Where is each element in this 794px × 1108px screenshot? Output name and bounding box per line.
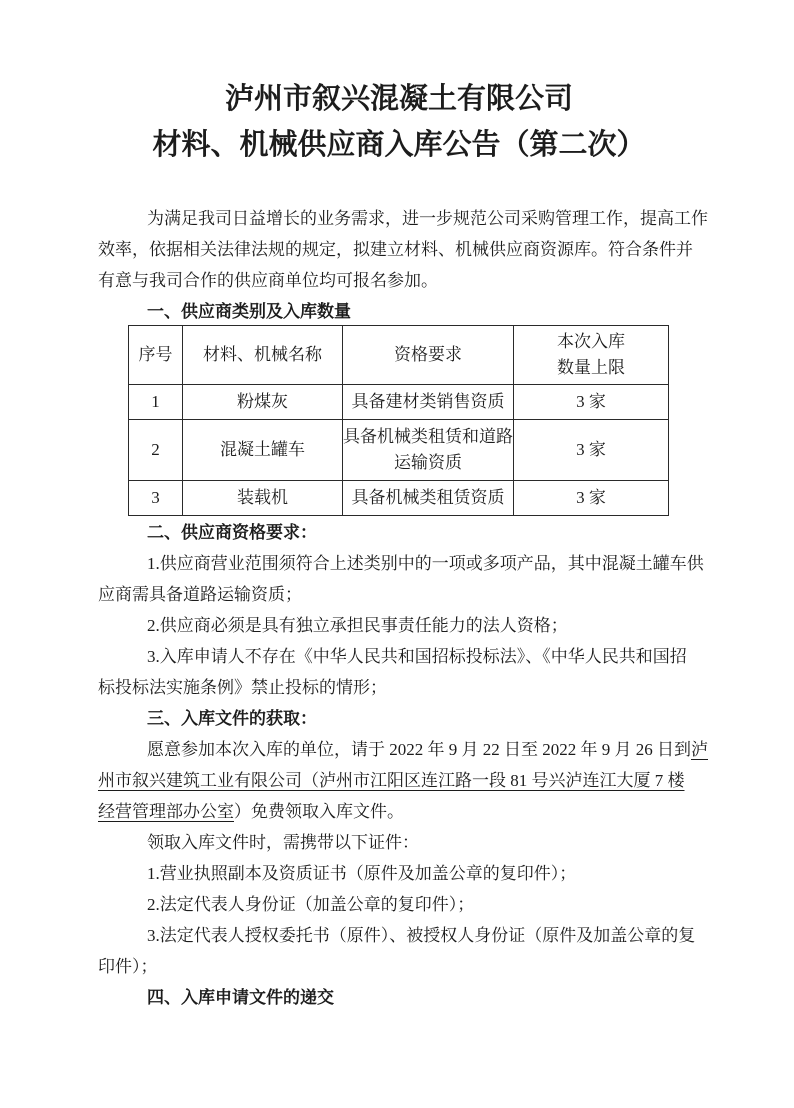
header-cell-no: 序号 [129,326,183,385]
section-2-heading: 二、供应商资格要求： [147,523,317,542]
header-cell-limit [514,326,669,385]
table-row [129,385,669,420]
title-line-2: 材料、机械供应商入库公告（第二次） [152,129,646,161]
table-header-row [129,326,669,385]
cell-row3-name: 装载机 [183,481,343,516]
section-3-paragraph-1-line-3 [98,796,700,827]
intro-line-3: 有意与我司合作的供应商单位均可报名参加。 [98,271,438,290]
obtain-line2-underlined-address: 州市叙兴建筑工业有限公司（泸州市江阳区连江路一段 81 号兴泸连江大厦 7 楼 [98,771,685,790]
section-3-paragraph-2: 领取入库文件时，需携带以下证件： [147,833,419,852]
title-line-1: 泸州市叙兴混凝土有限公司 [224,83,573,115]
section-3-item-2: 2.法定代表人身份证（加盖公章的复印件）； [147,895,475,914]
obtain-line1-text: 愿意参加本次入库的单位，请于 2022 年 9 月 22 日至 2022 年 9 月 26 日到 [147,740,691,759]
intro-line-1: 为满足我司日益增长的业务需求，进一步规范公司采购管理工作，提高工作 [147,209,708,228]
cell-row3-limit: 3 家 [514,481,669,516]
obtain-line3-underlined-office: 经营管理部办公室 [98,802,234,821]
document-title [98,76,700,168]
section-3-heading: 三、入库文件的获取： [147,709,317,728]
table-row [129,481,669,516]
cell-row1-no: 1 [129,385,183,420]
supplier-category-table [128,325,669,516]
section-2-item-3-line-2: 标投标法实施条例》禁止投标的情形； [98,678,387,697]
cell-row2-no: 2 [129,420,183,481]
obtain-line1-underlined-company: 泸 [691,740,708,759]
section-3-paragraph-1-line-1 [98,734,708,765]
header-cell-qualification: 资格要求 [343,326,514,385]
cell-row3-qualification: 具备机械类租赁资质 [343,481,514,516]
section-1-heading: 一、供应商类别及入库数量 [147,302,351,321]
section-4-heading: 四、入库申请文件的递交 [147,988,334,1007]
section-2-item-3-line-1: 3.入库申请人不存在《中华人民共和国招标投标法》、《中华人民共和国招 [147,647,687,666]
cell-row2-qualification-line-2: 运输资质 [394,453,462,472]
section-2-item-2: 2.供应商必须是具有独立承担民事责任能力的法人资格； [147,616,568,635]
cell-row2-qualification-line-1: 具备机械类租赁和道路 [343,427,513,446]
section-3-paragraph-1-line-2 [98,765,700,796]
cell-row1-name: 粉煤灰 [183,385,343,420]
section-2-item-1-line-1: 1.供应商营业范围须符合上述类别中的一项或多项产品，其中混凝土罐车供 [147,554,704,573]
intro-line-2: 效率，依据相关法律法规的规定，拟建立材料、机械供应商资源库。符合条件并 [98,240,693,259]
obtain-line3-text: ）免费领取入库文件。 [234,802,404,821]
cell-row1-qualification: 具备建材类销售资质 [343,385,514,420]
table-row [129,420,669,481]
section-3-item-3-line-1: 3.法定代表人授权委托书（原件）、被授权人身份证（原件及加盖公章的复 [147,926,696,945]
section-2-item-1-line-2: 应商需具备道路运输资质； [98,585,302,604]
cell-row1-limit: 3 家 [514,385,669,420]
header-cell-name: 材料、机械名称 [183,326,343,385]
document-content [98,0,708,1013]
section-3-item-3-line-2: 印件）； [98,957,158,976]
header-limit-line-2: 数量上限 [557,358,625,377]
intro-paragraph [98,203,708,296]
cell-row2-limit: 3 家 [514,420,669,481]
section-3-item-1: 1.营业执照副本及资质证书（原件及加盖公章的复印件）； [147,864,577,883]
header-limit-line-1: 本次入库 [557,332,625,351]
cell-row2-qualification [343,420,514,481]
cell-row2-name: 混凝土罐车 [183,420,343,481]
cell-row3-no: 3 [129,481,183,516]
